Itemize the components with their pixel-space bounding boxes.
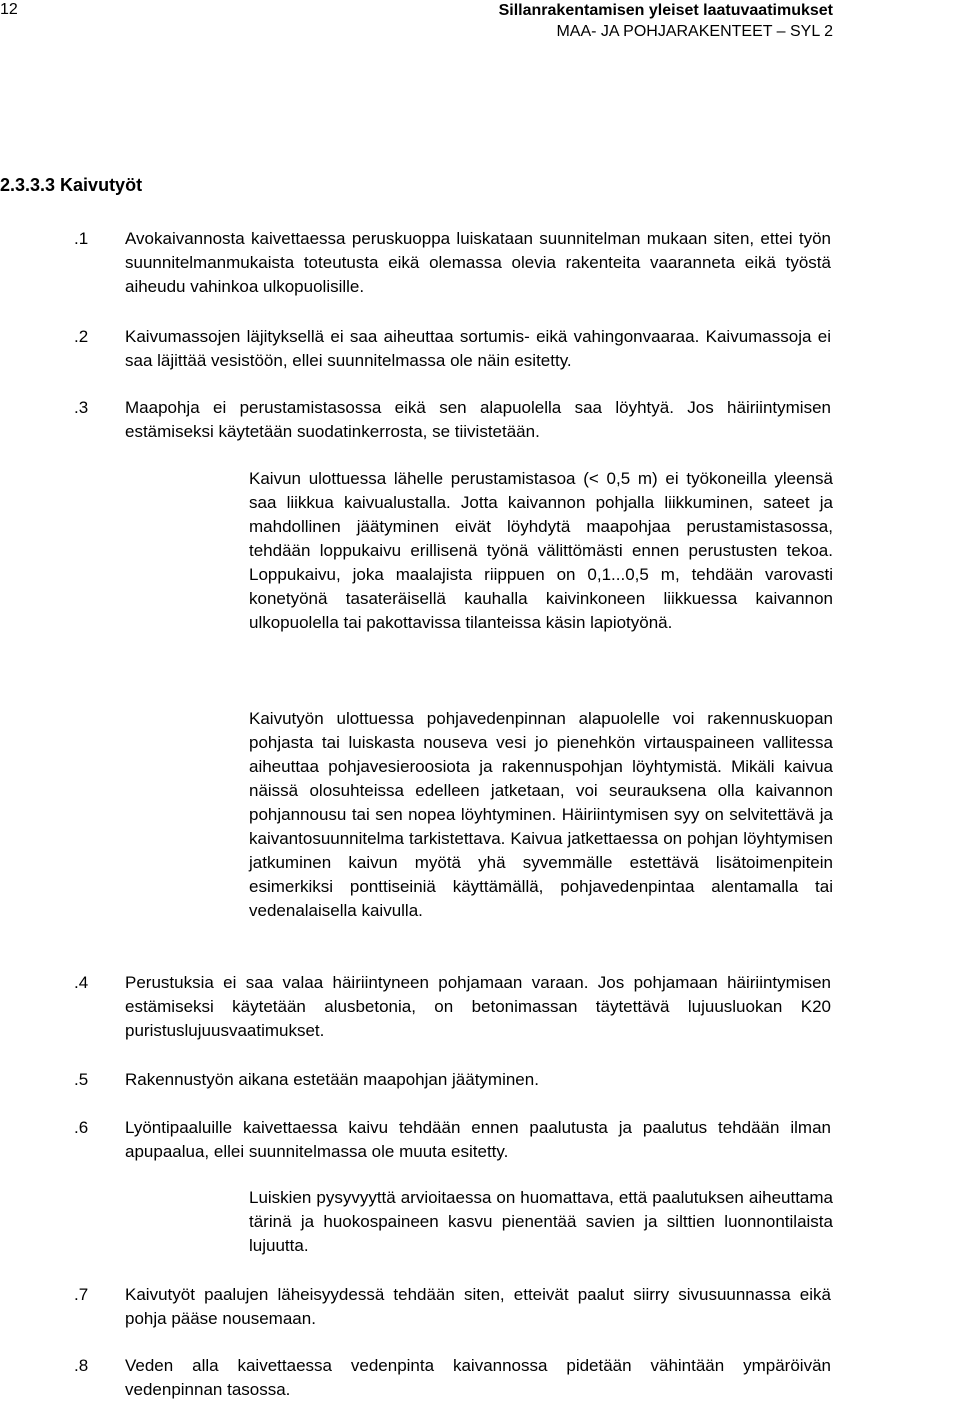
item-text-2: Kaivumassojen läjityksellä ei saa aiheuttaa sortumis- eikä vahingonvaaraa. Kaivumassoja ei saa läjittää vesistöön, ellei suunnitelmassa ole näin esitetty. (125, 327, 831, 370)
item-number-7: .7 (74, 1285, 89, 1304)
running-header (499, 0, 833, 42)
item-number-6: .6 (74, 1118, 89, 1137)
note-paragraph-2: Kaivutyön ulottuessa pohjavedenpinnan alapuolelle voi rakennuskuopan pohjasta tai luiskasta nouseva vesi jo pienehkön virtauspaineen vallitessa aiheuttaa pohjavesieroosiota ja rakennuspohjan löyhtymistä. Mikäli kaivua näissä olosuhteissa edelleen jatketaan, voi seurauksena olla kaivannon pohjannousu tai sen nopea löyhtyminen. Häiriintymisen syy on selvitettävä ja kaivantosuunnitelma tarkistettava. Kaivua jatkettaessa on pohjan löyhtymisen jatkuminen kaivun myötä yhä syvemmälle estettävä lisätoimenpitein esimerkiksi ponttiseiniä käyttämällä, pohjavedenpintaa alentamalla tai vedenalaisella kaivulla. (249, 709, 833, 920)
item-number-3: .3 (74, 398, 89, 417)
item-number-1: .1 (74, 229, 89, 248)
note-paragraph-1: Kaivun ulottuessa lähelle perustamistasoa (< 0,5 m) ei työkoneilla yleensä saa liikkua kaivualustalla. Jotta kaivannon pohjalla liikkuminen, sateet ja mahdollinen jäätyminen eivät löyhdytä maapohjaa perustamistasossa, tehdään loppukaivu erillisenä työnä välittömästi ennen perustusten tekoa. Loppukaivu, joka maalajista riippuen on 0,1...0,5 m, tehdään varovasti konetyönä tasateräisellä kauhalla kaivinkoneen liikkuessa kaivannon ulkopuolella tai pakottavissa tilanteissa käsin lapiotyönä. (249, 469, 833, 632)
item-number-2: .2 (74, 327, 89, 346)
item-number-5: .5 (74, 1070, 89, 1089)
item-text-6: Lyöntipaaluille kaivettaessa kaivu tehdään ennen paalutusta ja paalutus tehdään ilman apupaalua, ellei suunnitelmassa ole muuta esitetty. (125, 1118, 831, 1161)
note-paragraph-3: Luiskien pysyvyyttä arvioitaessa on huomattava, että paalutuksen aiheuttama tärinä ja huokospaineen kasvu pienentää savien ja silttien luonnontilaista lujuutta. (249, 1188, 833, 1255)
item-text-3: Maapohja ei perustamistasossa eikä sen alapuolella saa löyhtyä. Jos häiriintymisen estämiseksi käytetään suodatinkerrosta, se tiivistetään. (125, 398, 831, 441)
item-text-7: Kaivutyöt paalujen läheisyydessä tehdään siten, etteivät paalut siirry sivusuunnassa eikä pohja pääse nousemaan. (125, 1285, 831, 1328)
page-number: 12 (0, 1, 18, 18)
item-number-8: .8 (74, 1356, 89, 1375)
item-text-8: Veden alla kaivettaessa vedenpinta kaivannossa pidetään vähintään ympäröivän vedenpinnan tasossa. (125, 1356, 831, 1399)
header-subtitle: MAA- JA POHJARAKENTEET – SYL 2 (556, 23, 833, 40)
item-text-5: Rakennustyön aikana estetään maapohjan jäätyminen. (125, 1070, 539, 1089)
item-text-4: Perustuksia ei saa valaa häiriintyneen pohjamaan varaan. Jos pohjamaan häiriintymisen estämiseksi käytetään alusbetonia, on betonimassan täytettävä lujuusluokan K20 puristuslujuusvaatimukset. (125, 973, 831, 1040)
item-number-4: .4 (74, 973, 89, 992)
header-title: Sillanrakentamisen yleiset laatuvaatimukset (498, 2, 833, 19)
item-text-1: Avokaivannosta kaivettaessa peruskuoppa luiskataan suunnitelman mukaan siten, ettei työn suunnitelmanmukaista toteutusta eikä olemassa olevia rakenteita vaaranneta eikä työstä aiheudu vahinkoa ulkopuolisille. (125, 229, 831, 296)
section-heading: 2.3.3.3 Kaivutyöt (0, 175, 143, 195)
